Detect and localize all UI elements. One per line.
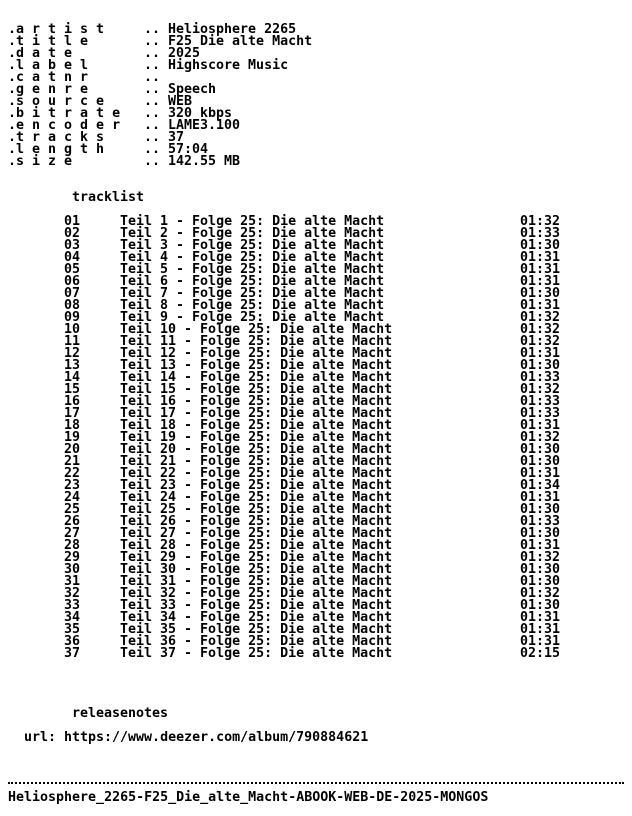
releasenotes-heading: releasenotes: [72, 706, 169, 721]
track-duration: 01:30: [520, 574, 561, 589]
track-duration: 02:15: [520, 646, 561, 661]
track-title: Teil 32 - Folge 25: Die alte Macht: [120, 586, 393, 601]
track-number: 32: [64, 586, 81, 601]
meta-separator: ..: [144, 118, 161, 133]
url-label: url:: [24, 730, 57, 745]
track-title: Teil 16 - Folge 25: Die alte Macht: [120, 394, 393, 409]
track-number: 22: [64, 466, 81, 481]
meta-value: F25 Die alte Macht: [168, 34, 313, 49]
release-metadata: [8, 24, 312, 168]
track-number: 28: [64, 538, 81, 553]
track-duration: 01:31: [520, 250, 561, 265]
track-number: 06: [64, 274, 81, 289]
meta-key: .t i t l e: [8, 34, 89, 49]
tracklist: [64, 216, 560, 660]
meta-value: 2025: [168, 46, 201, 61]
meta-separator: ..: [144, 46, 161, 61]
track-number: 35: [64, 622, 81, 637]
track-number: 34: [64, 610, 81, 625]
meta-value: 57:04: [168, 142, 209, 157]
track-number: 23: [64, 478, 81, 493]
track-duration: 01:32: [520, 334, 561, 349]
track-title: Teil 13 - Folge 25: Die alte Macht: [120, 358, 393, 373]
track-number: 26: [64, 514, 81, 529]
meta-value: WEB: [168, 94, 193, 109]
track-row: [64, 648, 560, 660]
meta-key: .c a t n r: [8, 70, 89, 85]
release-name: Heliosphere_2265-F25_Die_alte_Macht-ABOOK-WEB-DE-2025-MONGOS: [8, 790, 489, 805]
track-title: Teil 15 - Folge 25: Die alte Macht: [120, 382, 393, 397]
meta-separator: ..: [144, 58, 161, 73]
dotted-divider: [8, 782, 624, 788]
track-duration: 01:31: [520, 622, 561, 637]
meta-key: .e n c o d e r: [8, 118, 121, 133]
meta-key: .d a t e: [8, 46, 73, 61]
track-duration: 01:32: [520, 382, 561, 397]
track-duration: 01:32: [520, 550, 561, 565]
track-number: 13: [64, 358, 81, 373]
track-duration: 01:30: [520, 286, 561, 301]
meta-value: Heliosphere 2265: [168, 22, 297, 37]
track-title: Teil 34 - Folge 25: Die alte Macht: [120, 610, 393, 625]
url-row: [24, 732, 368, 744]
track-title: Teil 3 - Folge 25: Die alte Macht: [120, 238, 385, 253]
track-number: 17: [64, 406, 81, 421]
track-number: 15: [64, 382, 81, 397]
meta-separator: ..: [144, 130, 161, 145]
track-title: Teil 31 - Folge 25: Die alte Macht: [120, 574, 393, 589]
track-duration: 01:30: [520, 526, 561, 541]
track-duration: 01:33: [520, 394, 561, 409]
track-title: Teil 35 - Folge 25: Die alte Macht: [120, 622, 393, 637]
track-duration: 01:30: [520, 598, 561, 613]
track-title: Teil 4 - Folge 25: Die alte Macht: [120, 250, 385, 265]
track-title: Teil 19 - Folge 25: Die alte Macht: [120, 430, 393, 445]
track-title: Teil 11 - Folge 25: Die alte Macht: [120, 334, 393, 349]
track-duration: 01:31: [520, 346, 561, 361]
track-number: 16: [64, 394, 81, 409]
meta-key: .l a b e l: [8, 58, 89, 73]
track-duration: 01:30: [520, 454, 561, 469]
track-number: 12: [64, 346, 81, 361]
track-title: Teil 8 - Folge 25: Die alte Macht: [120, 298, 385, 313]
meta-separator: ..: [144, 34, 161, 49]
meta-value: 320 kbps: [168, 106, 233, 121]
track-duration: 01:34: [520, 478, 561, 493]
meta-value: 142.55 MB: [168, 154, 241, 169]
track-title: Teil 14 - Folge 25: Die alte Macht: [120, 370, 393, 385]
track-number: 14: [64, 370, 81, 385]
track-title: Teil 12 - Folge 25: Die alte Macht: [120, 346, 393, 361]
track-title: Teil 10 - Folge 25: Die alte Macht: [120, 322, 393, 337]
track-duration: 01:31: [520, 262, 561, 277]
track-duration: 01:31: [520, 466, 561, 481]
url-link[interactable]: https://www.deezer.com/album/790884621: [64, 730, 369, 745]
track-title: Teil 33 - Folge 25: Die alte Macht: [120, 598, 393, 613]
track-title: Teil 25 - Folge 25: Die alte Macht: [120, 502, 393, 517]
track-duration: 01:31: [520, 418, 561, 433]
track-number: 30: [64, 562, 81, 577]
track-title: Teil 24 - Folge 25: Die alte Macht: [120, 490, 393, 505]
meta-key: .g e n r e: [8, 82, 89, 97]
track-title: Teil 7 - Folge 25: Die alte Macht: [120, 286, 385, 301]
track-number: 18: [64, 418, 81, 433]
meta-separator: ..: [144, 106, 161, 121]
meta-separator: ..: [144, 142, 161, 157]
track-title: Teil 27 - Folge 25: Die alte Macht: [120, 526, 393, 541]
track-duration: 01:31: [520, 634, 561, 649]
track-title: Teil 5 - Folge 25: Die alte Macht: [120, 262, 385, 277]
track-number: 03: [64, 238, 81, 253]
track-title: Teil 9 - Folge 25: Die alte Macht: [120, 310, 385, 325]
meta-separator: ..: [144, 154, 161, 169]
track-duration: 01:32: [520, 322, 561, 337]
track-title: Teil 6 - Folge 25: Die alte Macht: [120, 274, 385, 289]
track-duration: 01:31: [520, 538, 561, 553]
track-duration: 01:32: [520, 214, 561, 229]
track-number: 31: [64, 574, 81, 589]
meta-key: .l e n g t h: [8, 142, 105, 157]
track-duration: 01:31: [520, 274, 561, 289]
meta-key: .s i z e: [8, 154, 73, 169]
track-title: Teil 17 - Folge 25: Die alte Macht: [120, 406, 393, 421]
track-duration: 01:32: [520, 430, 561, 445]
track-duration: 01:31: [520, 610, 561, 625]
track-duration: 01:30: [520, 562, 561, 577]
track-number: 37: [64, 646, 81, 661]
track-number: 20: [64, 442, 81, 457]
track-title: Teil 37 - Folge 25: Die alte Macht: [120, 646, 393, 661]
track-duration: 01:30: [520, 442, 561, 457]
meta-separator: ..: [144, 22, 161, 37]
track-title: Teil 18 - Folge 25: Die alte Macht: [120, 418, 393, 433]
track-number: 07: [64, 286, 81, 301]
meta-key: .b i t r a t e: [8, 106, 121, 121]
meta-value: 37: [168, 130, 185, 145]
track-title: Teil 1 - Folge 25: Die alte Macht: [120, 214, 385, 229]
track-title: Teil 23 - Folge 25: Die alte Macht: [120, 478, 393, 493]
track-duration: 01:33: [520, 370, 561, 385]
track-number: 36: [64, 634, 81, 649]
track-number: 24: [64, 490, 81, 505]
track-duration: 01:33: [520, 226, 561, 241]
meta-separator: ..: [144, 94, 161, 109]
meta-separator: ..: [144, 82, 161, 97]
track-title: Teil 20 - Folge 25: Die alte Macht: [120, 442, 393, 457]
meta-key: .a r t i s t: [8, 22, 105, 37]
track-title: Teil 30 - Folge 25: Die alte Macht: [120, 562, 393, 577]
track-duration: 01:32: [520, 586, 561, 601]
tracklist-heading: tracklist: [72, 190, 145, 205]
meta-value: Highscore Music: [168, 58, 289, 73]
meta-value: LAME3.100: [168, 118, 241, 133]
track-number: 10: [64, 322, 81, 337]
track-number: 29: [64, 550, 81, 565]
track-duration: 01:31: [520, 298, 561, 313]
meta-key: .s o u r c e: [8, 94, 105, 109]
meta-key: .t r a c k s: [8, 130, 105, 145]
track-title: Teil 36 - Folge 25: Die alte Macht: [120, 634, 393, 649]
track-duration: 01:30: [520, 238, 561, 253]
track-number: 19: [64, 430, 81, 445]
track-title: Teil 29 - Folge 25: Die alte Macht: [120, 550, 393, 565]
track-number: 25: [64, 502, 81, 517]
track-number: 05: [64, 262, 81, 277]
track-title: Teil 2 - Folge 25: Die alte Macht: [120, 226, 385, 241]
track-title: Teil 21 - Folge 25: Die alte Macht: [120, 454, 393, 469]
track-duration: 01:32: [520, 310, 561, 325]
track-number: 01: [64, 214, 81, 229]
track-duration: 01:33: [520, 406, 561, 421]
track-title: Teil 22 - Folge 25: Die alte Macht: [120, 466, 393, 481]
track-number: 04: [64, 250, 81, 265]
track-title: Teil 28 - Folge 25: Die alte Macht: [120, 538, 393, 553]
track-number: 21: [64, 454, 81, 469]
meta-value: Speech: [168, 82, 217, 97]
track-number: 09: [64, 310, 81, 325]
track-number: 08: [64, 298, 81, 313]
track-duration: 01:30: [520, 502, 561, 517]
track-number: 11: [64, 334, 81, 349]
track-number: 27: [64, 526, 81, 541]
meta-separator: ..: [144, 70, 161, 85]
track-number: 02: [64, 226, 81, 241]
track-title: Teil 26 - Folge 25: Die alte Macht: [120, 514, 393, 529]
meta-row: [8, 156, 312, 168]
track-duration: 01:31: [520, 490, 561, 505]
track-duration: 01:33: [520, 514, 561, 529]
track-number: 33: [64, 598, 81, 613]
track-duration: 01:30: [520, 358, 561, 373]
